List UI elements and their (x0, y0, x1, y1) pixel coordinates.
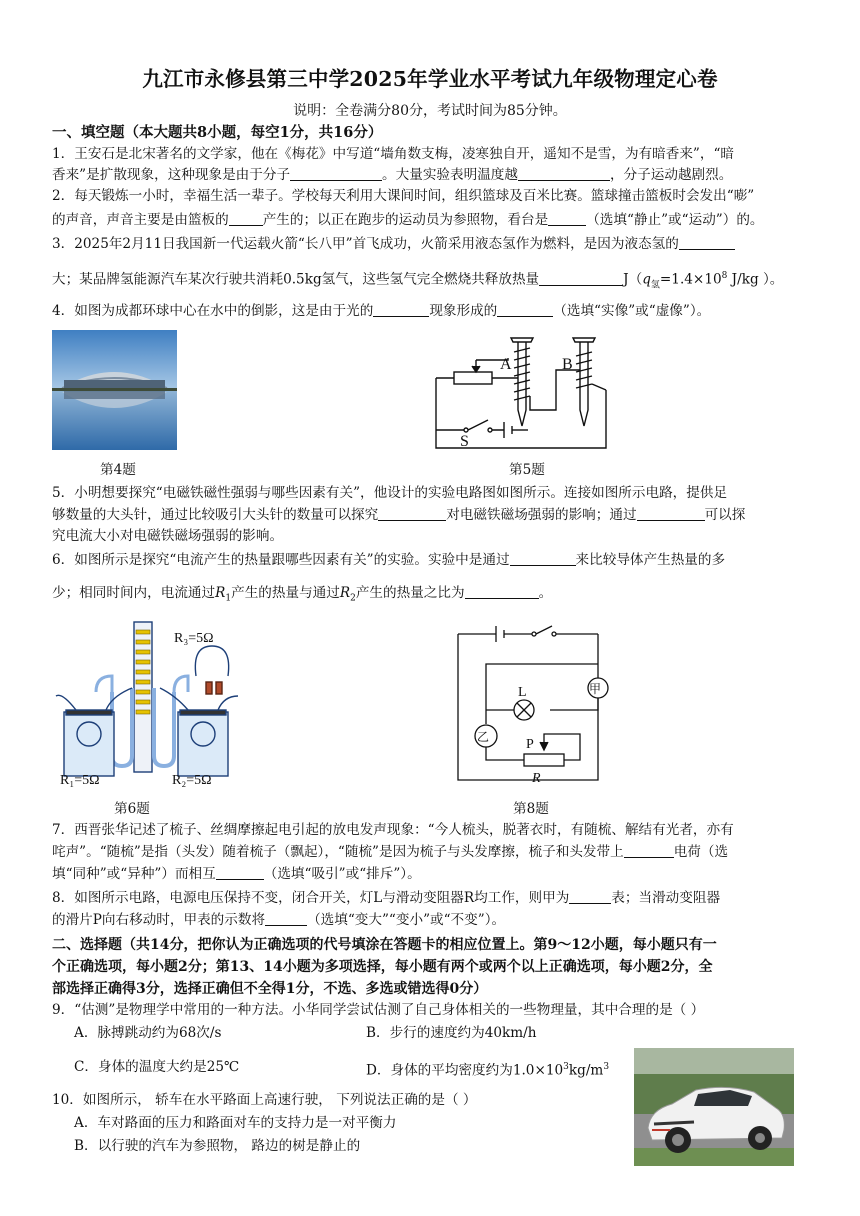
label-s: S (460, 433, 469, 450)
q-exponent: 8 (721, 271, 728, 281)
q3-text-b: J（ (623, 271, 643, 288)
q9-option-b[interactable]: B．步行的速度约为40km/h (366, 1025, 537, 1041)
q3-text-a: 3．2025年2月11日我国新一代运载火箭“长八甲”首飞成功，火箭采用液态氢作为燃料，是因为液态氢的 (52, 236, 679, 252)
figure-6-caption: 第6题 (114, 801, 150, 817)
q5-line-3: 究电流大小对电磁铁磁场强弱的影响。 (52, 528, 284, 544)
label-meter-yi: 乙 (477, 730, 490, 744)
section-2-heading-line-1: 二、选择题（共14分，把你认为正确选项的代号填涂在答题卡的相应位置上。第9～12小题，每小题只有一 (52, 937, 717, 953)
q8-line-2 (52, 910, 505, 930)
q3-line-2 (52, 266, 783, 295)
q10-stem: 10．如图所示， 轿车在水平路面上高速行驶， 下列说法正确的是（ ） (52, 1092, 477, 1108)
q7-text-a: 咤声”。“随梳”是指（头发）随着梳子（飘起），“随梳”是因为梳子与头发摩擦，梳子和头发带上 (52, 844, 624, 860)
answer-blank[interactable] (548, 211, 586, 226)
section-2-heading-line-2: 个正确选项，每小题2分；第13、14小题为多项选择，每小题有两个或两个以上正确选项，每小题2分，全 (52, 959, 713, 975)
label-meter-jia: 甲 (589, 682, 602, 696)
answer-blank[interactable] (539, 271, 623, 286)
label-slider-p: P (526, 737, 534, 752)
q6-text-a: 少；相同时间内，电流通过 (52, 585, 216, 601)
q8-text-a: 8．如图所示电路，电源电压保持不变，闭合开关，灯L与滑动变阻器R均工作，则甲为 (52, 890, 570, 906)
q2-text-a: 的声音，声音主要是由篮板的 (52, 212, 229, 228)
answer-blank[interactable] (265, 911, 307, 926)
answer-blank[interactable] (465, 584, 539, 599)
section-1-heading: 一、填空题（本大题共8小题，每空1分，共16分） (52, 124, 383, 141)
q-value: =1.4×10 (659, 271, 722, 288)
q9-stem: 9．“估测”是物理学中常用的一种方法。小华同学尝试估测了自己身体相关的一些物理量，其中合理的是（ ） (52, 1002, 705, 1018)
label-r1: R₁=5Ω (60, 773, 100, 788)
q6-text-b: 产生的热量与通过 (231, 585, 340, 601)
q6-text-a: 6．如图所示是探究“电流产生的热量跟哪些因素有关”的实验。实验中是通过 (52, 552, 510, 568)
r1-subscript: 1 (225, 593, 232, 604)
answer-blank[interactable] (378, 506, 446, 521)
q1-text-a: 香来”是扩散现象，这种现象是由于分子 (52, 167, 291, 183)
q4-text-b: 现象形成的 (429, 303, 498, 319)
q6-line-1 (52, 550, 725, 570)
answer-blank[interactable] (216, 865, 264, 880)
section-2-heading-line-3: 部选择正确得3分，选择正确但不全得1分，不选、多选或错选得0分） (52, 981, 488, 997)
figure-4-caption: 第4题 (100, 462, 136, 478)
car-photo (634, 1048, 794, 1166)
q5-text-a: 够数量的大头针，通过比较吸引大头针的数量可以探究 (52, 507, 379, 523)
q9-option-d-exp: 3 (563, 1062, 569, 1072)
figure-8-caption: 第8题 (513, 801, 549, 817)
answer-blank[interactable] (518, 166, 610, 181)
r2-symbol: R (339, 585, 351, 601)
q-unit: J/kg ）。 (727, 271, 784, 288)
answer-blank[interactable] (569, 889, 611, 904)
q2-text-b: 产生的；以正在跑步的运动员为参照物，看台是 (262, 212, 549, 228)
q5-line-2 (52, 505, 745, 525)
q7-text-b: 电荷（选 (673, 844, 729, 860)
q1-line-1: 1．王安石是北宋著名的文学家，他在《梅花》中写道“墙角数支梅，凌寒独自开，遥知不是雪，为有暗香来”，“暗 (52, 146, 734, 162)
q9-option-d[interactable] (366, 1057, 609, 1081)
answer-blank[interactable] (373, 302, 429, 317)
r2-subscript: 2 (350, 593, 356, 604)
q1-text-b: 。大量实验表明温度越 (382, 167, 518, 183)
q4-text-a: 4．如图为成都环球中心在水中的倒影，这是由于光的 (52, 303, 374, 319)
building-reflection-photo (52, 330, 177, 450)
figure-5-caption: 第5题 (509, 462, 545, 478)
q5-text-c: 可以探 (704, 507, 746, 523)
q5-text-b: 对电磁铁磁场强弱的影响；通过 (446, 507, 637, 523)
q1-text-c: ，分子运动越剧烈。 (609, 167, 733, 183)
electromagnet-circuit-diagram (428, 330, 618, 452)
answer-blank[interactable] (229, 211, 263, 226)
q-symbol: q (642, 271, 651, 288)
q7-text-b: （选填“吸引”或“排斥”）。 (263, 866, 421, 882)
q8-text-b: （选填“变大”“变小”或“不变”）。 (307, 912, 506, 928)
q6-text-c: 产生的热量之比为 (355, 585, 465, 601)
label-b: B (562, 356, 573, 373)
page-title: 九江市永修县第三中学2025年学业水平考试九年级物理定心卷 (142, 67, 718, 91)
q8-text-b: 表；当滑动变阻器 (611, 890, 721, 906)
q5-line-1: 5．小明想要探究“电磁铁磁性强弱与哪些因素有关”，他设计的实验电路图如图所示。连接如图所示电路，提供足 (52, 485, 728, 501)
r1-symbol: R (215, 585, 226, 601)
q9-option-d-text: D．身体的平均密度约为1.0×10 (366, 1062, 564, 1079)
q2-line-2 (52, 210, 764, 230)
q10-option-a[interactable]: A．车对路面的压力和路面对车的支持力是一对平衡力 (74, 1115, 397, 1131)
label-a: A (500, 356, 512, 373)
q2-line-1: 2．每天锻炼一小时，幸福生活一辈子。学校每天利用大课间时间，组织篮球及百米比赛。篮球撞击篮板时会发出“嘭” (52, 188, 755, 204)
q10-option-b[interactable]: B．以行驶的汽车为参照物， 路边的树是静止的 (74, 1138, 361, 1154)
q6-line-2 (52, 583, 552, 609)
q6-text-d: 。 (538, 585, 553, 601)
label-rheostat-r: R (532, 771, 541, 786)
q-subscript: 氢 (650, 280, 660, 291)
heat-experiment-diagram (52, 616, 242, 790)
exam-note: 说明：全卷满分80分，考试时间为85分钟。 (293, 103, 567, 119)
q4-text-c: （选填“实像”或“虚像”）。 (553, 303, 711, 319)
answer-blank[interactable] (290, 166, 382, 181)
q4-line-1 (52, 301, 710, 321)
answer-blank[interactable] (637, 506, 705, 521)
q8-line-1 (52, 888, 720, 908)
q9-option-d-unit: kg/m (568, 1062, 604, 1079)
answer-blank[interactable] (624, 843, 674, 858)
label-r3: R₃=5Ω (174, 631, 214, 646)
q7-line-1: 7．西晋张华记述了梳子、丝绸摩擦起电引起的放电发声现象：“今人梳头，脱著衣时，有随梳、解结有光者，亦有 (52, 822, 734, 838)
answer-blank[interactable] (497, 302, 553, 317)
q1-line-2 (52, 165, 732, 185)
q9-option-d-unit-exp: 3 (603, 1062, 610, 1072)
q7-text-a: 填“同种”或“异种”）而相互 (52, 866, 216, 882)
q2-text-c: （选填“静止”或“运动”）的。 (586, 212, 764, 228)
q3-line-1 (52, 234, 735, 254)
q9-option-a[interactable]: A．脉搏跳动约为68次/s (74, 1025, 222, 1041)
q7-line-2 (52, 842, 728, 862)
label-lamp-l: L (518, 685, 527, 700)
q9-option-c[interactable]: C．身体的温度大约是25℃ (74, 1059, 240, 1075)
q7-line-3 (52, 864, 421, 884)
meter-circuit-diagram (450, 620, 618, 792)
label-r2: R₂=5Ω (172, 773, 212, 788)
q8-text-a: 的滑片P向右移动时，甲表的示数将 (52, 912, 266, 928)
answer-blank[interactable] (679, 235, 735, 250)
answer-blank[interactable] (510, 551, 576, 566)
q6-text-b: 来比较导体产生热量的多 (575, 552, 726, 568)
q3-text-a: 大；某品牌氢能源汽车某次行驶共消耗0.5kg氢气，这些氢气完全燃烧共释放热量 (52, 271, 540, 288)
